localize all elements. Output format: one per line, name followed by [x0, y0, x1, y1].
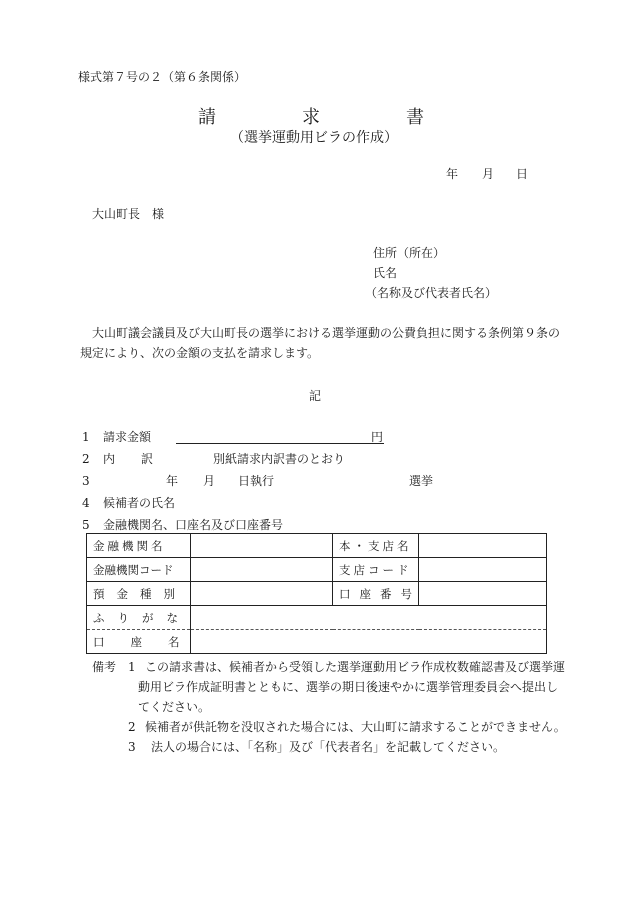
- date-year: 年: [446, 167, 459, 181]
- table-row: [87, 582, 547, 606]
- item-3-year: 年: [166, 474, 179, 488]
- title-char-2: 求: [302, 107, 320, 128]
- document-title: [0, 103, 630, 128]
- note-2-number: 2: [128, 720, 136, 734]
- branch-code-field[interactable]: [419, 558, 547, 582]
- date-day: 日: [516, 167, 529, 181]
- branch-name-label: 本・支店名: [333, 534, 419, 558]
- table-row: [87, 534, 547, 558]
- item-4-label: 候補者の氏名: [103, 496, 176, 510]
- item-4-number: 4: [82, 496, 90, 510]
- note-1-number: 1: [128, 660, 136, 674]
- addressee: 大山町長 様: [92, 207, 165, 221]
- representative-label: （名称及び代表者氏名）: [365, 286, 498, 300]
- furigana-field[interactable]: [191, 606, 547, 630]
- bank-account-table: [86, 533, 547, 654]
- amount-underline: [176, 443, 384, 444]
- item-3-number: 3: [82, 474, 90, 488]
- deposit-type-label: 預金種別: [87, 582, 191, 606]
- table-row: [87, 606, 547, 630]
- table-row: [87, 558, 547, 582]
- table-row: [87, 630, 547, 654]
- form-number: 様式第７号の２（第６条関係）: [78, 70, 247, 84]
- title-char-1: 請: [198, 107, 216, 128]
- note-1-line-3: てください。: [138, 700, 211, 714]
- item-1-label: 請求金額: [103, 430, 152, 444]
- deposit-type-field[interactable]: [191, 582, 333, 606]
- item-5-number: 5: [82, 518, 90, 532]
- note-3-number: 3: [128, 740, 136, 754]
- body-text-line-2: 規定により、次の金額の支払を請求します。: [80, 346, 320, 360]
- note-3-text: 法人の場合には、「名称」及び「代表者名」を記載してください。: [151, 740, 506, 754]
- item-2-label-a: 内: [103, 452, 116, 466]
- ki-heading: 記: [309, 389, 322, 403]
- title-char-3: 書: [406, 107, 424, 128]
- bank-name-field[interactable]: [191, 534, 333, 558]
- address-label: 住所（所在）: [373, 246, 446, 260]
- item-5-label: 金融機関名、口座名及び口座番号: [103, 518, 284, 532]
- body-text-line-1: 大山町議会議員及び大山町長の選挙における選挙運動の公費負担に関する条例第９条の: [92, 326, 561, 340]
- bank-code-field[interactable]: [191, 558, 333, 582]
- item-3-election: 選挙: [409, 474, 434, 488]
- account-name-label: 口座名: [87, 630, 191, 654]
- item-2-value: 別紙請求内訳書のとおり: [213, 452, 346, 466]
- item-2-label-b: 訳: [141, 452, 154, 466]
- account-name-field[interactable]: [191, 630, 547, 654]
- notes-label: 備考: [92, 660, 117, 674]
- branch-code-label: 支店コード: [333, 558, 419, 582]
- bank-code-label: 金融機関コード: [87, 558, 191, 582]
- item-2-number: 2: [82, 452, 90, 466]
- item-3-month: 月: [203, 474, 216, 488]
- furigana-label: ふりがな: [87, 606, 191, 630]
- note-1-line-1: この請求書は、候補者から受領した選挙運動用ビラ作成枚数確認書及び選挙運: [145, 660, 566, 674]
- item-3-day: 日執行: [238, 474, 275, 488]
- date-month: 月: [482, 167, 495, 181]
- name-label: 氏名: [373, 266, 398, 280]
- amount-unit: 円: [371, 430, 384, 444]
- note-2-text: 候補者が供託物を没収された場合には、大山町に請求することができません。: [145, 720, 566, 734]
- account-number-field[interactable]: [419, 582, 547, 606]
- note-1-line-2: 動用ビラ作成証明書とともに、選挙の期日後速やかに選挙管理委員会へ提出し: [138, 680, 559, 694]
- document-subtitle: （選挙運動用ビラの作成）: [230, 130, 398, 146]
- account-number-label: 口座番号: [333, 582, 419, 606]
- item-1-number: 1: [82, 430, 90, 444]
- branch-name-field[interactable]: [419, 534, 547, 558]
- bank-name-label: 金融機関名: [87, 534, 191, 558]
